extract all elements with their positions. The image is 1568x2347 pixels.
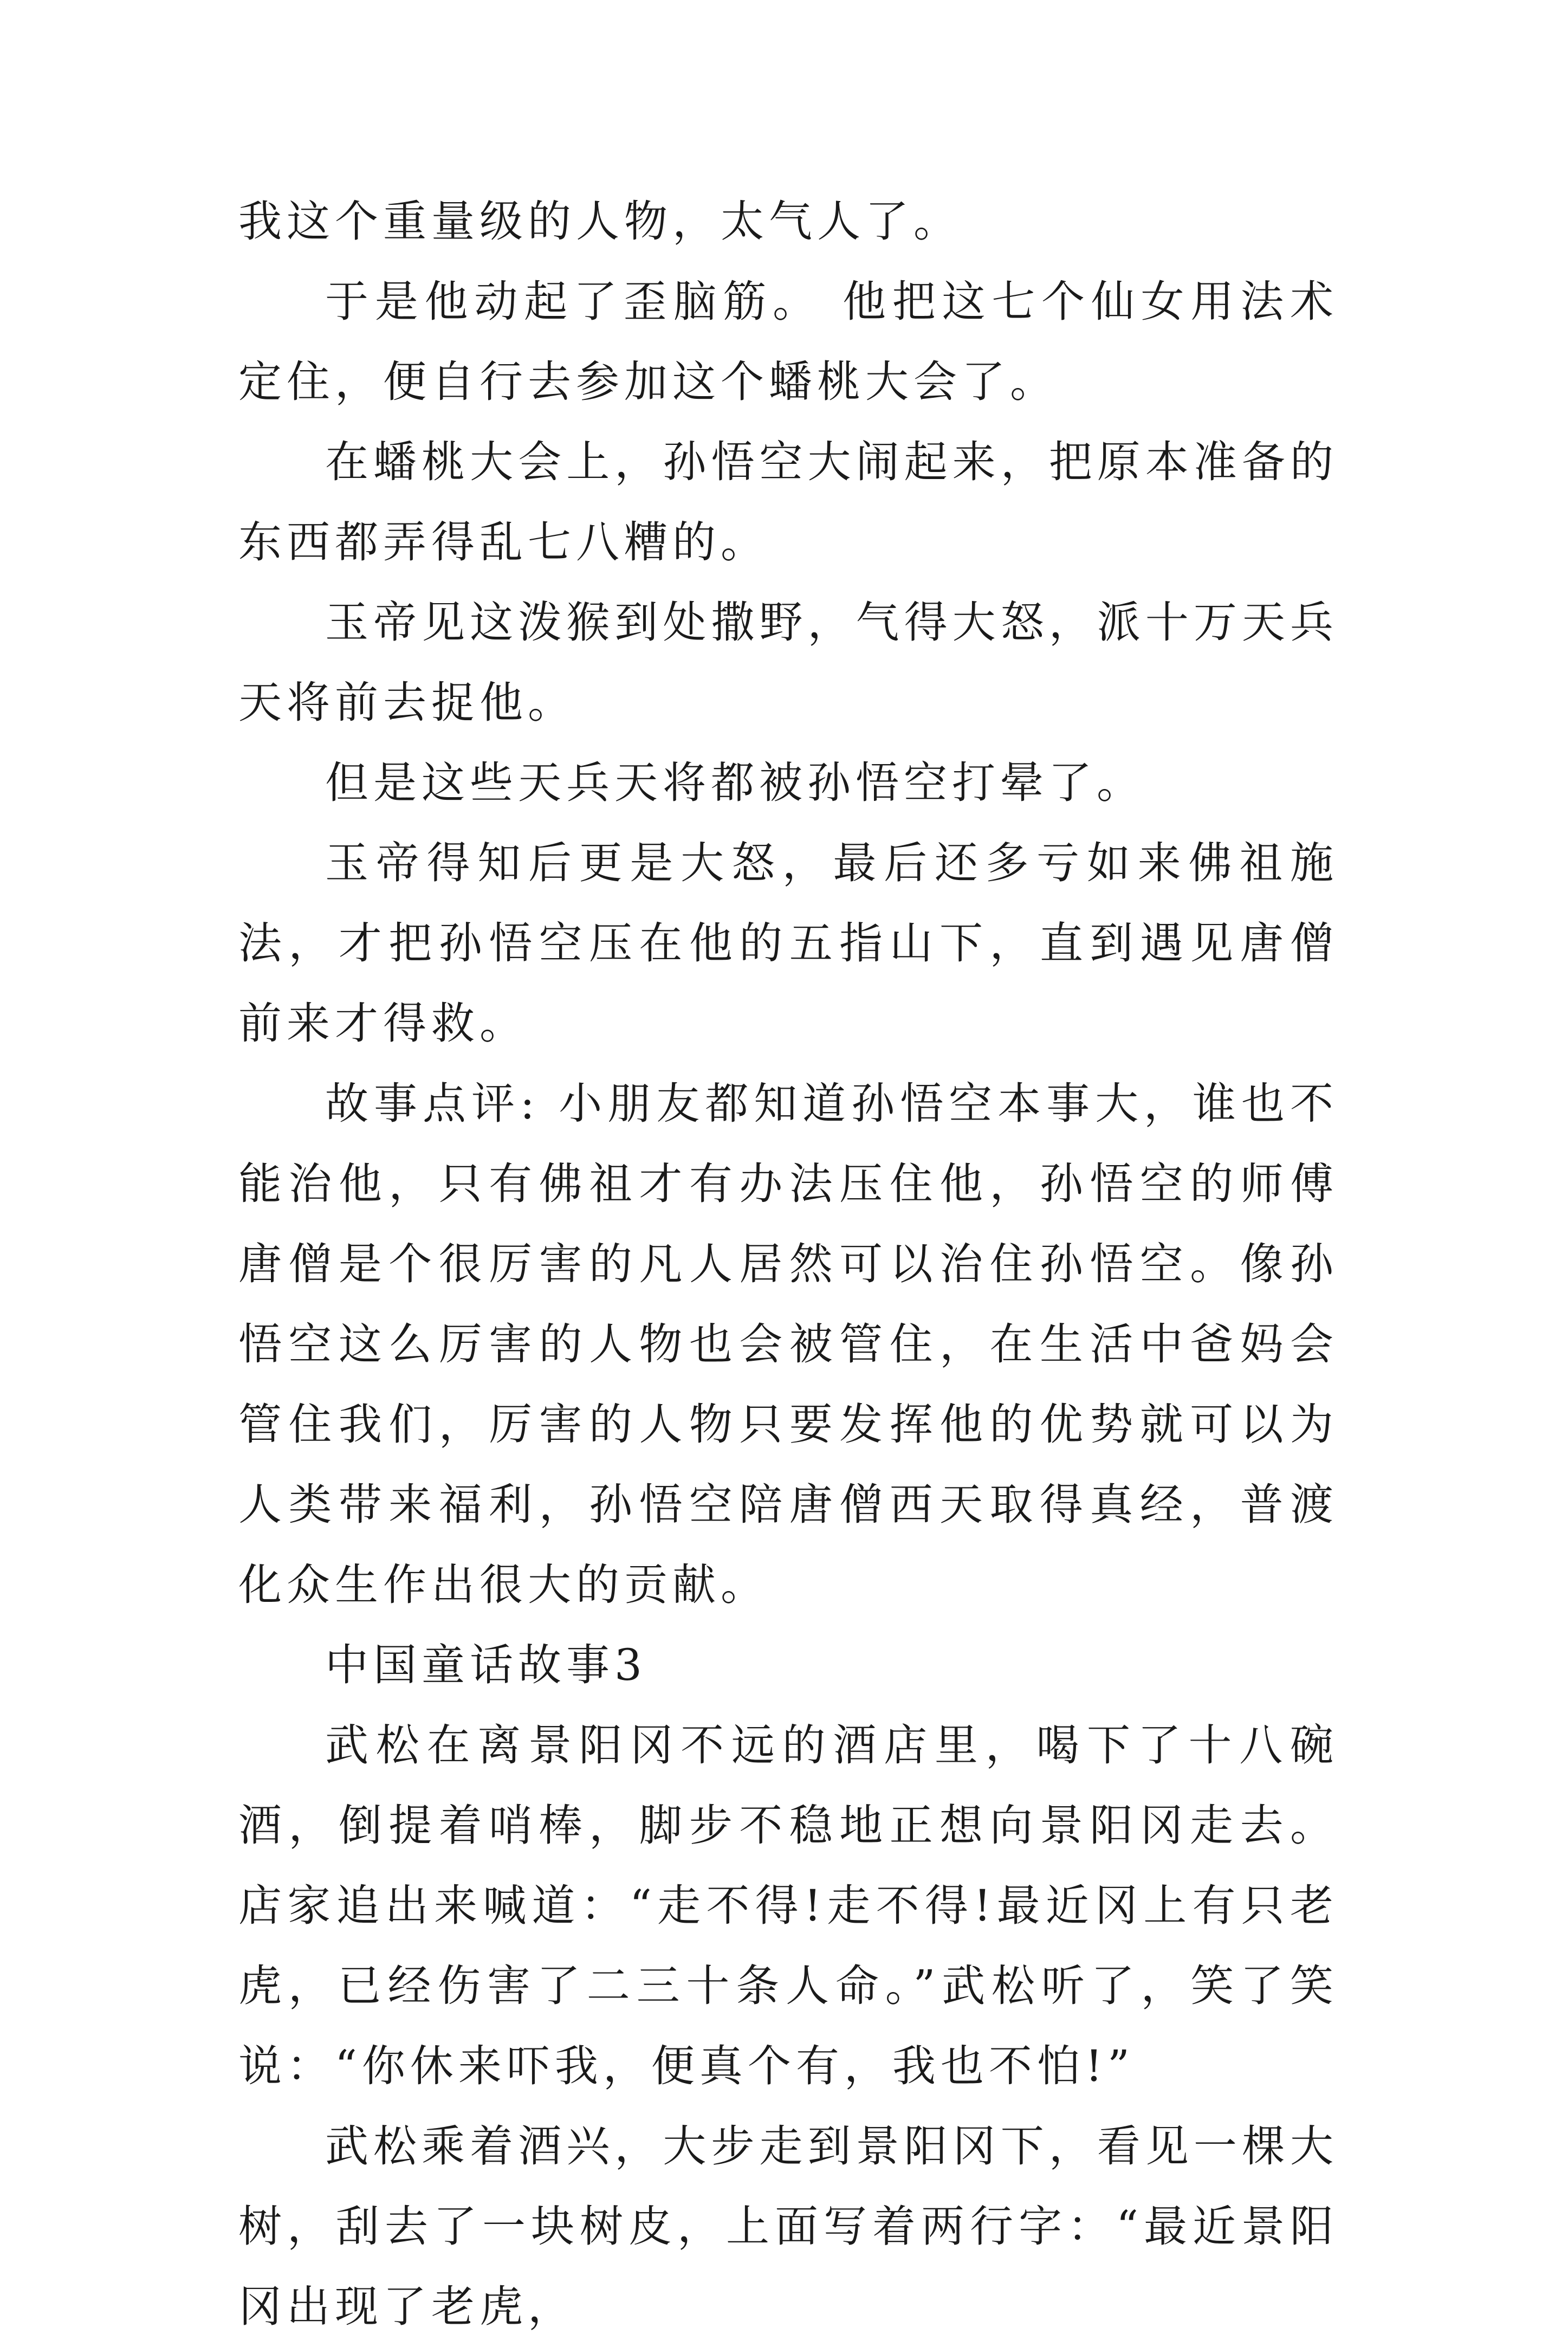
story-commentary-paragraph: 故事点评: 小朋友都知道孙悟空本事大，谁也不能治他，只有佛祖才有办法压住他，孙悟空的师傅唐僧是个很厉害的凡人居然可以治住孙悟空。像孙悟空这么厉害的人物也会被管住，在生活中爸妈会管住我们，厉害的人物只要发挥他的优势就可以为人类带来福利，孙悟空陪唐僧西天取得真经，普渡化众生作出很大的贡献。 (238, 1078, 1338, 1610)
paragraph: 武松在离景阳冈不远的酒店里，喝下了十八碗酒，倒提着哨棒，脚步不稳地正想向景阳冈走去。店家追出来喊道：“走不得!走不得!最近冈上有只老虎，已经伤害了二三十条人命。”武松听了，笑了笑说：“你休来吓我，便真个有，我也不怕!” (238, 1720, 1338, 2091)
paragraph: 我这个重量级的人物，太气人了。 (238, 196, 962, 247)
section-heading: 中国童话故事3 (325, 1640, 647, 1690)
document-body (238, 182, 1338, 2347)
paragraph: 武松乘着酒兴，大步走到景阳冈下，看见一棵大树，刮去了一块树皮，上面写着两行字：“最近景阳冈出现了老虎， (238, 2121, 1338, 2332)
paragraph: 但是这些天兵天将都被孙悟空打晕了。 (325, 758, 1145, 808)
paragraph: 在蟠桃大会上，孙悟空大闹起来，把原本准备的东西都弄得乱七八糟的。 (238, 437, 1338, 567)
paragraph: 玉帝得知后更是大怒，最后还多亏如来佛祖施法，才把孙悟空压在他的五指山下，直到遇见唐僧前来才得救。 (238, 838, 1338, 1049)
paragraph: 玉帝见这泼猴到处撒野，气得大怒，派十万天兵天将前去捉他。 (238, 597, 1338, 728)
paragraph: 于是他动起了歪脑筋。 他把这七个仙女用法术定住，便自行去参加这个蟠桃大会了。 (238, 276, 1338, 407)
